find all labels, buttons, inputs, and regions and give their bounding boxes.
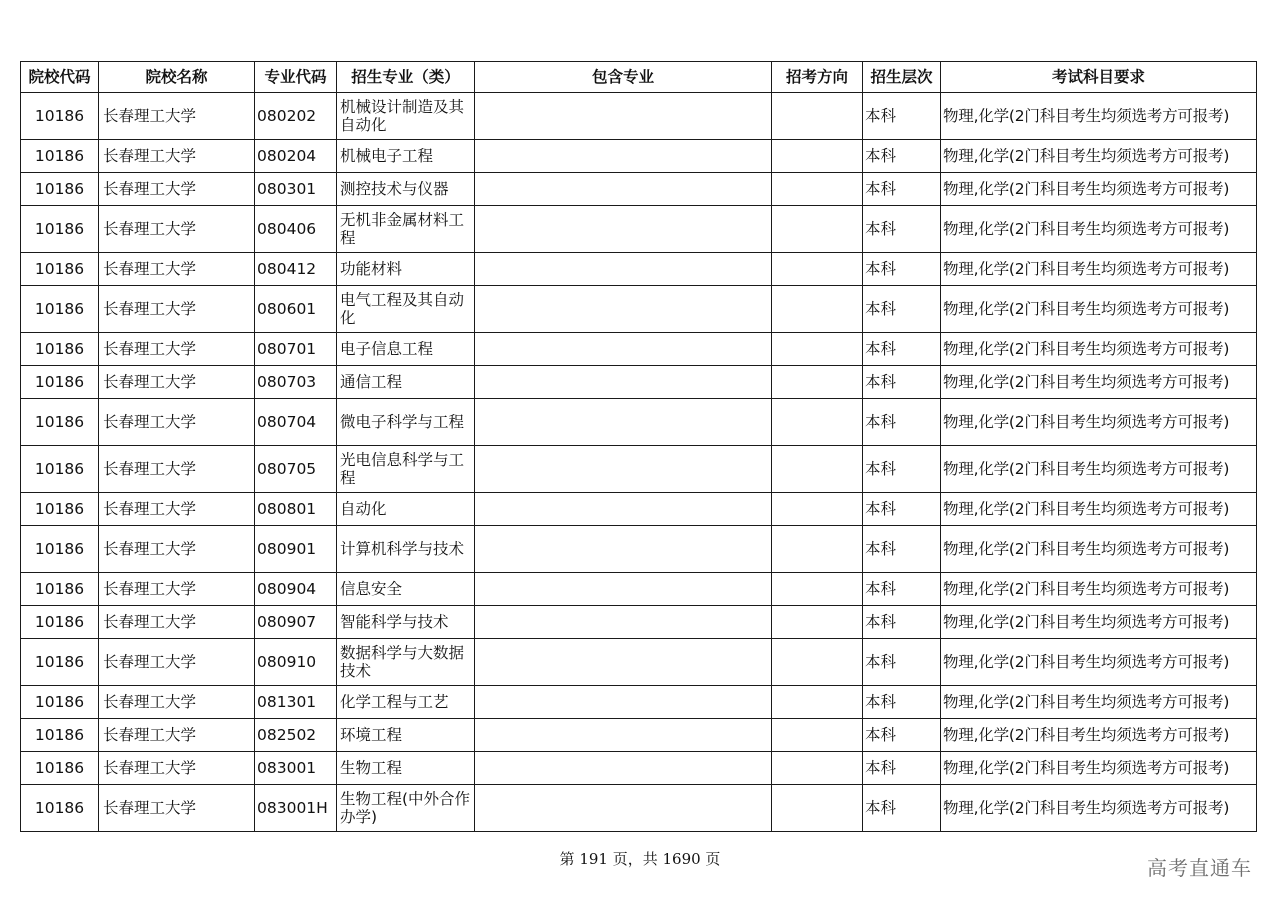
cell-direction — [772, 785, 863, 832]
cell-direction — [772, 206, 863, 253]
cell-subject-requirement: 物理,化学(2门科目考生均须选考方可报考) — [941, 639, 1257, 686]
cell-major: 测控技术与仪器 — [337, 173, 475, 206]
table-header-row — [21, 62, 1257, 93]
cell-direction — [772, 93, 863, 140]
cell-school-code: 10186 — [21, 573, 99, 606]
cell-level: 本科 — [863, 526, 941, 573]
cell-level: 本科 — [863, 752, 941, 785]
cell-direction — [772, 253, 863, 286]
cell-school-code: 10186 — [21, 639, 99, 686]
cell-level: 本科 — [863, 333, 941, 366]
cell-major: 数据科学与大数据技术 — [337, 639, 475, 686]
cell-included-majors — [475, 606, 772, 639]
cell-included-majors — [475, 446, 772, 493]
cell-school-code: 10186 — [21, 752, 99, 785]
cell-direction — [772, 606, 863, 639]
cell-major: 信息安全 — [337, 573, 475, 606]
cell-included-majors — [475, 140, 772, 173]
cell-major-code: 080910 — [255, 639, 337, 686]
header-major-code: 专业代码 — [255, 62, 337, 93]
cell-school-name: 长春理工大学 — [99, 686, 255, 719]
cell-included-majors — [475, 526, 772, 573]
cell-major: 通信工程 — [337, 366, 475, 399]
cell-school-code: 10186 — [21, 333, 99, 366]
cell-included-majors — [475, 639, 772, 686]
cell-school-code: 10186 — [21, 686, 99, 719]
cell-included-majors — [475, 173, 772, 206]
cell-included-majors — [475, 719, 772, 752]
cell-direction — [772, 752, 863, 785]
header-school-name: 院校名称 — [99, 62, 255, 93]
cell-major: 机械电子工程 — [337, 140, 475, 173]
cell-major: 化学工程与工艺 — [337, 686, 475, 719]
cell-major-code: 083001 — [255, 752, 337, 785]
cell-included-majors — [475, 573, 772, 606]
cell-school-code: 10186 — [21, 366, 99, 399]
cell-direction — [772, 399, 863, 446]
cell-major: 环境工程 — [337, 719, 475, 752]
table-row — [21, 639, 1257, 686]
cell-included-majors — [475, 493, 772, 526]
cell-school-name: 长春理工大学 — [99, 399, 255, 446]
cell-school-name: 长春理工大学 — [99, 333, 255, 366]
header-included-majors: 包含专业 — [475, 62, 772, 93]
cell-school-code: 10186 — [21, 606, 99, 639]
cell-major-code: 080406 — [255, 206, 337, 253]
cell-major-code: 080412 — [255, 253, 337, 286]
cell-included-majors — [475, 785, 772, 832]
cell-level: 本科 — [863, 686, 941, 719]
cell-school-code: 10186 — [21, 140, 99, 173]
cell-level: 本科 — [863, 93, 941, 140]
cell-school-name: 长春理工大学 — [99, 93, 255, 140]
cell-school-name: 长春理工大学 — [99, 719, 255, 752]
cell-school-name: 长春理工大学 — [99, 639, 255, 686]
cell-major-code: 080907 — [255, 606, 337, 639]
cell-school-name: 长春理工大学 — [99, 573, 255, 606]
table-row — [21, 399, 1257, 446]
cell-school-name: 长春理工大学 — [99, 752, 255, 785]
cell-subject-requirement: 物理,化学(2门科目考生均须选考方可报考) — [941, 366, 1257, 399]
cell-school-name: 长春理工大学 — [99, 493, 255, 526]
cell-major-code: 080204 — [255, 140, 337, 173]
cell-subject-requirement: 物理,化学(2门科目考生均须选考方可报考) — [941, 446, 1257, 493]
cell-school-code: 10186 — [21, 286, 99, 333]
admissions-table — [20, 61, 1257, 832]
cell-major: 光电信息科学与工程 — [337, 446, 475, 493]
cell-level: 本科 — [863, 639, 941, 686]
cell-level: 本科 — [863, 573, 941, 606]
cell-school-name: 长春理工大学 — [99, 253, 255, 286]
cell-major-code: 080904 — [255, 573, 337, 606]
cell-included-majors — [475, 253, 772, 286]
cell-school-name: 长春理工大学 — [99, 606, 255, 639]
header-school-code: 院校代码 — [21, 62, 99, 93]
cell-major: 微电子科学与工程 — [337, 399, 475, 446]
cell-major-code: 080705 — [255, 446, 337, 493]
cell-school-name: 长春理工大学 — [99, 785, 255, 832]
cell-direction — [772, 173, 863, 206]
cell-major: 生物工程(中外合作办学) — [337, 785, 475, 832]
cell-subject-requirement: 物理,化学(2门科目考生均须选考方可报考) — [941, 606, 1257, 639]
table-row — [21, 606, 1257, 639]
cell-included-majors — [475, 333, 772, 366]
cell-school-name: 长春理工大学 — [99, 446, 255, 493]
cell-direction — [772, 140, 863, 173]
cell-level: 本科 — [863, 606, 941, 639]
table-row — [21, 493, 1257, 526]
cell-level: 本科 — [863, 366, 941, 399]
cell-major-code: 081301 — [255, 686, 337, 719]
cell-direction — [772, 526, 863, 573]
cell-major: 无机非金属材料工程 — [337, 206, 475, 253]
cell-school-code: 10186 — [21, 173, 99, 206]
cell-direction — [772, 493, 863, 526]
cell-subject-requirement: 物理,化学(2门科目考生均须选考方可报考) — [941, 333, 1257, 366]
cell-school-name: 长春理工大学 — [99, 366, 255, 399]
watermark: 高考直通车 — [1147, 856, 1252, 880]
cell-major-code: 080703 — [255, 366, 337, 399]
cell-school-code: 10186 — [21, 253, 99, 286]
header-direction: 招考方向 — [772, 62, 863, 93]
table-row — [21, 446, 1257, 493]
cell-level: 本科 — [863, 286, 941, 333]
cell-included-majors — [475, 686, 772, 719]
cell-major: 功能材料 — [337, 253, 475, 286]
table-row — [21, 173, 1257, 206]
table-row — [21, 333, 1257, 366]
cell-included-majors — [475, 286, 772, 333]
cell-major: 机械设计制造及其自动化 — [337, 93, 475, 140]
cell-school-name: 长春理工大学 — [99, 286, 255, 333]
cell-school-code: 10186 — [21, 93, 99, 140]
cell-school-code: 10186 — [21, 526, 99, 573]
cell-school-name: 长春理工大学 — [99, 140, 255, 173]
cell-subject-requirement: 物理,化学(2门科目考生均须选考方可报考) — [941, 785, 1257, 832]
cell-subject-requirement: 物理,化学(2门科目考生均须选考方可报考) — [941, 286, 1257, 333]
cell-direction — [772, 639, 863, 686]
cell-major-code: 080801 — [255, 493, 337, 526]
cell-major: 计算机科学与技术 — [337, 526, 475, 573]
cell-major-code: 080901 — [255, 526, 337, 573]
cell-school-code: 10186 — [21, 399, 99, 446]
cell-major: 电气工程及其自动化 — [337, 286, 475, 333]
cell-school-name: 长春理工大学 — [99, 173, 255, 206]
cell-subject-requirement: 物理,化学(2门科目考生均须选考方可报考) — [941, 752, 1257, 785]
cell-included-majors — [475, 366, 772, 399]
cell-level: 本科 — [863, 399, 941, 446]
cell-level: 本科 — [863, 253, 941, 286]
cell-school-code: 10186 — [21, 719, 99, 752]
cell-included-majors — [475, 206, 772, 253]
cell-level: 本科 — [863, 140, 941, 173]
cell-direction — [772, 686, 863, 719]
cell-subject-requirement: 物理,化学(2门科目考生均须选考方可报考) — [941, 493, 1257, 526]
cell-major-code: 080701 — [255, 333, 337, 366]
table-row — [21, 526, 1257, 573]
cell-direction — [772, 366, 863, 399]
cell-level: 本科 — [863, 446, 941, 493]
header-subject-requirement: 考试科目要求 — [941, 62, 1257, 93]
table-row — [21, 93, 1257, 140]
table-row — [21, 206, 1257, 253]
cell-major-code: 080301 — [255, 173, 337, 206]
cell-included-majors — [475, 93, 772, 140]
table-row — [21, 573, 1257, 606]
table-row — [21, 140, 1257, 173]
table-row — [21, 686, 1257, 719]
header-level: 招生层次 — [863, 62, 941, 93]
cell-direction — [772, 286, 863, 333]
table-row — [21, 719, 1257, 752]
cell-major-code: 080202 — [255, 93, 337, 140]
cell-direction — [772, 573, 863, 606]
cell-direction — [772, 719, 863, 752]
cell-school-code: 10186 — [21, 446, 99, 493]
cell-major: 生物工程 — [337, 752, 475, 785]
cell-major: 自动化 — [337, 493, 475, 526]
cell-direction — [772, 446, 863, 493]
page-number: 第 191 页，共 1690 页 — [559, 850, 721, 868]
cell-major-code: 080601 — [255, 286, 337, 333]
cell-major: 电子信息工程 — [337, 333, 475, 366]
cell-school-name: 长春理工大学 — [99, 206, 255, 253]
cell-subject-requirement: 物理,化学(2门科目考生均须选考方可报考) — [941, 140, 1257, 173]
cell-level: 本科 — [863, 785, 941, 832]
table-row — [21, 366, 1257, 399]
cell-subject-requirement: 物理,化学(2门科目考生均须选考方可报考) — [941, 206, 1257, 253]
admissions-table-container — [20, 61, 1257, 832]
cell-subject-requirement: 物理,化学(2门科目考生均须选考方可报考) — [941, 93, 1257, 140]
cell-school-code: 10186 — [21, 785, 99, 832]
cell-level: 本科 — [863, 206, 941, 253]
cell-subject-requirement: 物理,化学(2门科目考生均须选考方可报考) — [941, 399, 1257, 446]
cell-subject-requirement: 物理,化学(2门科目考生均须选考方可报考) — [941, 173, 1257, 206]
cell-included-majors — [475, 752, 772, 785]
cell-direction — [772, 333, 863, 366]
header-major: 招生专业（类） — [337, 62, 475, 93]
cell-subject-requirement: 物理,化学(2门科目考生均须选考方可报考) — [941, 719, 1257, 752]
cell-included-majors — [475, 399, 772, 446]
cell-level: 本科 — [863, 493, 941, 526]
cell-subject-requirement: 物理,化学(2门科目考生均须选考方可报考) — [941, 686, 1257, 719]
table-row — [21, 253, 1257, 286]
cell-school-code: 10186 — [21, 206, 99, 253]
cell-school-name: 长春理工大学 — [99, 526, 255, 573]
cell-level: 本科 — [863, 173, 941, 206]
cell-major-code: 083001H — [255, 785, 337, 832]
cell-school-code: 10186 — [21, 493, 99, 526]
cell-major-code: 080704 — [255, 399, 337, 446]
cell-subject-requirement: 物理,化学(2门科目考生均须选考方可报考) — [941, 526, 1257, 573]
table-body — [21, 93, 1257, 832]
cell-level: 本科 — [863, 719, 941, 752]
cell-major: 智能科学与技术 — [337, 606, 475, 639]
table-row — [21, 286, 1257, 333]
cell-subject-requirement: 物理,化学(2门科目考生均须选考方可报考) — [941, 253, 1257, 286]
cell-major-code: 082502 — [255, 719, 337, 752]
table-row — [21, 752, 1257, 785]
table-row — [21, 785, 1257, 832]
cell-subject-requirement: 物理,化学(2门科目考生均须选考方可报考) — [941, 573, 1257, 606]
